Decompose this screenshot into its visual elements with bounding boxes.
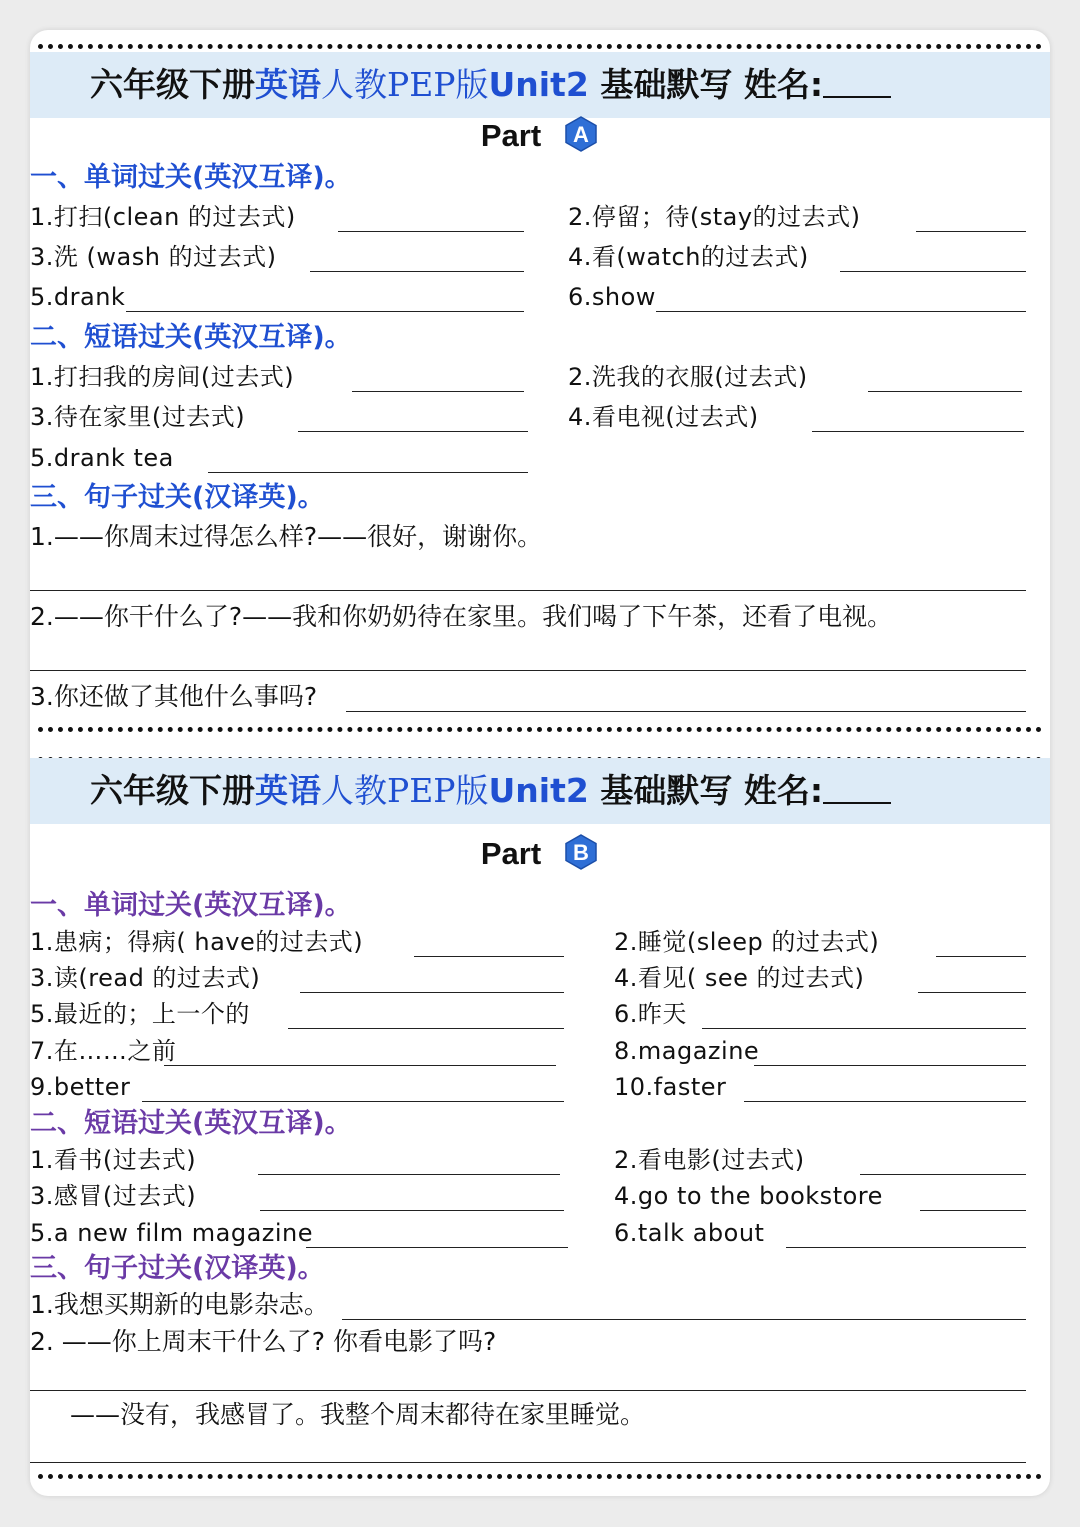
- title-band-b: [30, 758, 1050, 824]
- worksheet: [30, 30, 1050, 1496]
- answer-line[interactable]: [352, 391, 524, 392]
- phrase-item-b-2: 2.看电影(过去式): [614, 1146, 805, 1174]
- name-label: 姓名:: [743, 65, 824, 104]
- word-item-b-7: 7.在……之前: [30, 1037, 177, 1065]
- answer-line[interactable]: [288, 1028, 564, 1029]
- worksheet-title-b: [90, 758, 1050, 824]
- sentence-item-b-2: 2. ——你上周末干什么了? 你看电影了吗?: [30, 1327, 497, 1356]
- word-item-a-3: 3.洗 (wash 的过去式): [30, 243, 277, 271]
- word-item-a-4: 4.看(watch的过去式): [568, 243, 809, 271]
- answer-line[interactable]: [142, 1101, 564, 1102]
- word-item-b-2: 2.睡觉(sleep 的过去式): [614, 928, 880, 956]
- answer-line[interactable]: [868, 391, 1022, 392]
- svg-text:B: B: [573, 840, 590, 865]
- word-item-b-1: 1.患病；得病( have的过去式): [30, 928, 364, 956]
- sentence-item-a-3: 3.你还做了其他什么事吗?: [30, 682, 318, 711]
- word-item-b-6: 6.昨天: [614, 1000, 687, 1028]
- phrase-item-a-2: 2.洗我的衣服(过去式): [568, 363, 808, 391]
- word-item-b-9: 9.better: [30, 1073, 131, 1101]
- phrase-item-b-3: 3.感冒(过去式): [30, 1182, 197, 1210]
- title-edition: 人教PEP版: [321, 65, 489, 104]
- phrase-item-b-1: 1.看书(过去式): [30, 1146, 197, 1174]
- answer-line[interactable]: [30, 670, 1026, 671]
- answer-line[interactable]: [860, 1174, 1026, 1175]
- title-band-a: [30, 52, 1050, 118]
- answer-line[interactable]: [30, 1390, 1026, 1391]
- word-item-b-3: 3.读(read 的过去式): [30, 964, 261, 992]
- svg-text:A: A: [573, 122, 590, 147]
- answer-line[interactable]: [754, 1065, 1026, 1066]
- sentence-item-a-1: 1.——你周末过得怎么样?——很好，谢谢你。: [30, 522, 543, 551]
- word-item-b-4: 4.看见( see 的过去式): [614, 964, 865, 992]
- section-heading-sentences-a: 三、句子过关(汉译英)。: [30, 482, 325, 513]
- title-unit: Unit2: [488, 65, 589, 104]
- sentence-item-a-2: 2.——你干什么了?——我和你奶奶待在家里。我们喝了下午茶，还看了电视。: [30, 602, 893, 631]
- phrase-item-a-1: 1.打扫我的房间(过去式): [30, 363, 295, 391]
- title-unit: Unit2: [488, 771, 589, 810]
- word-item-a-5: 5.drank: [30, 283, 126, 311]
- answer-line[interactable]: [812, 431, 1024, 432]
- part-a-badge-icon: [563, 116, 599, 152]
- word-item-a-1: 1.打扫(clean 的过去式): [30, 203, 296, 231]
- answer-line[interactable]: [30, 590, 1026, 591]
- section-heading-phrases-a: 二、短语过关(英汉互译)。: [30, 322, 352, 353]
- answer-line[interactable]: [298, 431, 528, 432]
- section-heading-words-a: 一、单词过关(英汉互译)。: [30, 162, 352, 193]
- title-edition: 人教PEP版: [321, 771, 489, 810]
- worksheet-title-a: [90, 52, 1050, 118]
- part-label: Part: [480, 836, 542, 871]
- answer-line[interactable]: [840, 271, 1026, 272]
- answer-line[interactable]: [260, 1210, 564, 1211]
- phrase-item-b-6: 6.talk about: [614, 1219, 765, 1247]
- title-suffix: 基础默写: [600, 771, 733, 810]
- answer-line[interactable]: [918, 992, 1026, 993]
- part-label: Part: [480, 118, 542, 153]
- answer-line[interactable]: [310, 271, 524, 272]
- phrase-item-a-5: 5.drank tea: [30, 444, 174, 472]
- phrase-item-b-5: 5.a new film magazine: [30, 1219, 314, 1247]
- answer-line[interactable]: [656, 311, 1026, 312]
- answer-line[interactable]: [300, 992, 564, 993]
- section-heading-sentences-b: 三、句子过关(汉译英)。: [30, 1253, 325, 1284]
- answer-line[interactable]: [258, 1174, 560, 1175]
- word-item-b-8: 8.magazine: [614, 1037, 760, 1065]
- word-item-a-2: 2.停留；待(stay的过去式): [568, 203, 861, 231]
- phrase-item-a-4: 4.看电视(过去式): [568, 403, 759, 431]
- word-item-a-6: 6.show: [568, 283, 656, 311]
- answer-line[interactable]: [744, 1101, 1026, 1102]
- answer-line[interactable]: [126, 311, 524, 312]
- title-grade: 六年级下册: [90, 65, 255, 104]
- section-heading-words-b: 一、单词过关(英汉互译)。: [30, 890, 352, 921]
- answer-line[interactable]: [208, 472, 528, 473]
- answer-line[interactable]: [916, 231, 1026, 232]
- answer-line[interactable]: [164, 1065, 556, 1066]
- title-suffix: 基础默写: [600, 65, 733, 104]
- dotted-border-top: [38, 44, 1042, 49]
- sentence-item-b-1: 1.我想买期新的电影杂志。: [30, 1290, 329, 1319]
- title-subject: 英语: [255, 771, 321, 810]
- phrase-item-b-4: 4.go to the bookstore: [614, 1182, 883, 1210]
- phrase-item-a-3: 3.待在家里(过去式): [30, 403, 246, 431]
- word-item-b-5: 5.最近的；上一个的: [30, 1000, 250, 1028]
- dotted-divider: [38, 727, 1042, 732]
- answer-line[interactable]: [338, 231, 524, 232]
- title-subject: 英语: [255, 65, 321, 104]
- part-b-heading: [30, 834, 1050, 874]
- part-a-heading: [30, 116, 1050, 156]
- sentence-item-b-3: ——没有，我感冒了。我整个周末都待在家里睡觉。: [70, 1400, 646, 1429]
- name-blank[interactable]: [823, 772, 891, 804]
- answer-line[interactable]: [342, 1319, 1026, 1320]
- title-grade: 六年级下册: [90, 771, 255, 810]
- name-label: 姓名:: [743, 771, 824, 810]
- dotted-border-bottom: [38, 1474, 1042, 1479]
- answer-line[interactable]: [346, 711, 1026, 712]
- section-heading-phrases-b: 二、短语过关(英汉互译)。: [30, 1108, 352, 1139]
- answer-line[interactable]: [786, 1247, 1026, 1248]
- answer-line[interactable]: [414, 956, 564, 957]
- name-blank[interactable]: [823, 66, 891, 98]
- word-item-b-10: 10.faster: [614, 1073, 727, 1101]
- answer-line[interactable]: [30, 1462, 1026, 1463]
- answer-line[interactable]: [920, 1210, 1026, 1211]
- answer-line[interactable]: [306, 1247, 568, 1248]
- part-b-badge-icon: [563, 834, 599, 870]
- answer-line[interactable]: [936, 956, 1026, 957]
- answer-line[interactable]: [702, 1028, 1026, 1029]
